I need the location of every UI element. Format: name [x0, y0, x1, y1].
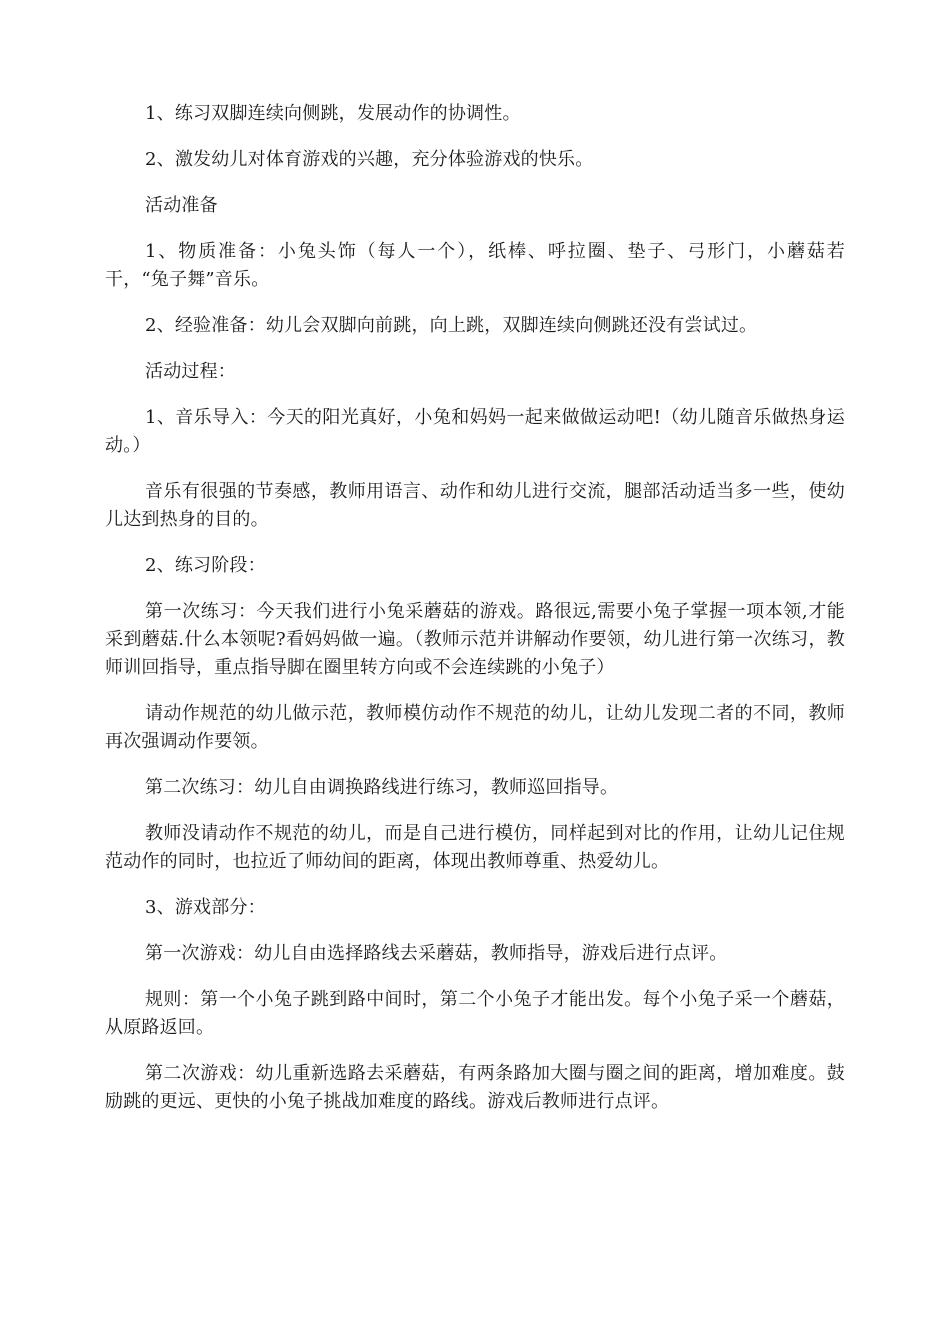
paragraph-practice-demo: 请动作规范的幼儿做示范，教师模仿动作不规范的幼儿，让幼儿发现二者的不同，教师再次强调动作要领。 — [105, 703, 845, 752]
paragraph-experience-prep: 2、经验准备：幼儿会双脚向前跳，向上跳，双脚连续向侧跳还没有尝试过。 — [145, 315, 758, 336]
document-body — [105, 100, 845, 1134]
paragraph-game-rules: 规则：第一个小兔子跳到路中间时，第二个小兔子才能出发。每个小兔子采一个蘑菇，从原路返回。 — [105, 989, 845, 1038]
section-heading-game: 3、游戏部分： — [145, 897, 266, 918]
section-heading-process: 活动过程： — [145, 361, 236, 382]
paragraph-goal-2: 2、激发幼儿对体育游戏的兴趣，充分体验游戏的快乐。 — [145, 149, 594, 170]
paragraph-practice-1: 第一次练习：今天我们进行小兔采蘑菇的游戏。路很远,需要小兔子掌握一项本领,才能采到蘑菇.什么本领呢?看妈妈做一遍。（教师示范并讲解动作要领，幼儿进行第一次练习，教师训回指导，重点指导脚在圈里转方向或不会连续跳的小兔子） — [105, 601, 845, 678]
paragraph-game-1: 第一次游戏：幼儿自由选择路线去采蘑菇，教师指导，游戏后进行点评。 — [145, 943, 728, 964]
paragraph-music-intro: 1、音乐导入：今天的阳光真好，小兔和妈妈一起来做做运动吧!（幼儿随音乐做热身运动。） — [105, 407, 845, 456]
paragraph-practice-note: 教师没请动作不规范的幼儿，而是自己进行模仿，同样起到对比的作用，让幼儿记住规范动作的同时，也拉近了师幼间的距离，体现出教师尊重、热爱幼儿。 — [105, 823, 845, 872]
section-heading-practice: 2、练习阶段： — [145, 555, 266, 576]
paragraph-material-prep: 1、物质准备：小兔头饰（每人一个），纸棒、呼拉圈、垫子、弓形门，小蘑菇若干，“兔子舞”音乐。 — [105, 241, 845, 290]
paragraph-game-2: 第二次游戏：幼儿重新选路去采蘑菇，有两条路加大圈与圈之间的距离，增加难度。鼓励跳的更远、更快的小兔子挑战加难度的路线。游戏后教师进行点评。 — [105, 1063, 845, 1112]
paragraph-practice-2: 第二次练习：幼儿自由调换路线进行练习，教师巡回指导。 — [145, 777, 619, 798]
paragraph-goal-1: 1、练习双脚连续向侧跳，发展动作的协调性。 — [145, 103, 521, 124]
section-heading-preparation: 活动准备 — [145, 195, 218, 216]
paragraph-music-note: 音乐有很强的节奏感，教师用语言、动作和幼儿进行交流，腿部活动适当多一些，使幼儿达到热身的目的。 — [105, 481, 845, 530]
